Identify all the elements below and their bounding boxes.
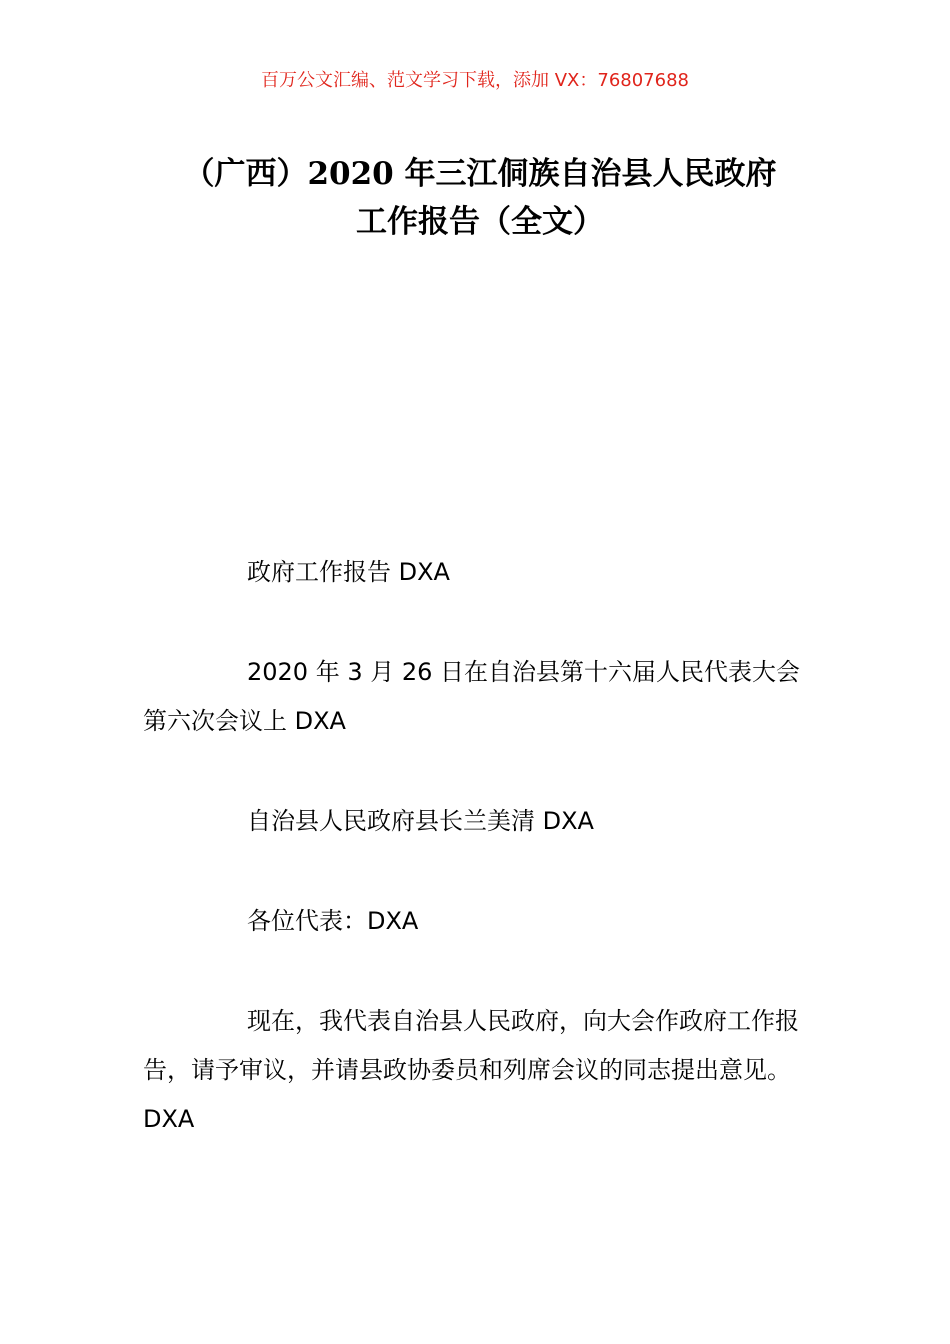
- header-note: 百万公文汇编、范文学习下载，添加 VX：76807688: [261, 70, 689, 91]
- document-body: [143, 548, 808, 1195]
- salutation-paragraph: 各位代表：DXA: [247, 907, 419, 935]
- speaker-paragraph: 自治县人民政府县长兰美清 DXA: [247, 807, 594, 835]
- document-title: [140, 150, 820, 246]
- opening-paragraph: 现在，我代表自治县人民政府，向大会作政府工作报告，请予审议，并请县政协委员和列席会议的同志提出意见。DXA: [143, 1007, 799, 1133]
- meeting-date-paragraph: 2020 年 3 月 26 日在自治县第十六届人民代表大会第六次会议上 DXA: [143, 658, 801, 735]
- title-line-1: （广西）2020 年三江侗族自治县人民政府: [183, 156, 777, 192]
- report-name-paragraph: 政府工作报告 DXA: [247, 558, 450, 586]
- title-line-2: 工作报告（全文）: [356, 204, 604, 240]
